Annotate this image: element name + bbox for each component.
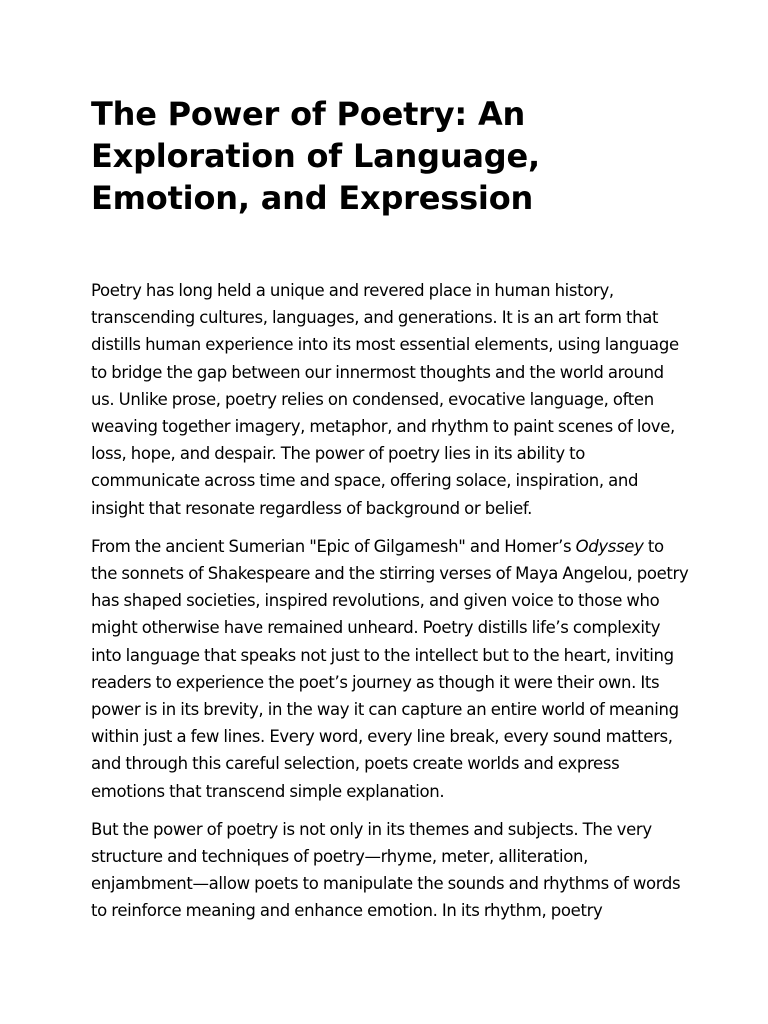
document-body: [91, 277, 691, 936]
paragraph-3: But the power of poetry is not only in its themes and subjects. The very structure and techniques of poetry—rhyme, meter, alliteration, enjambment—allow poets to manipulate the sounds and rhythms of words to reinforce meaning and enhance emotion. In its rhythm, poetry: [91, 819, 681, 921]
paragraph-2-text-start: From the ancient Sumerian "Epic of Gilgamesh" and Homer’s: [91, 536, 576, 556]
paragraph-1: Poetry has long held a unique and revered place in human history, transcending cultures, languages, and generations. It is an art form that distills human experience into its most essential elements, using language to bridge the gap between our innermost thoughts and the world around us. Unlike prose, poetry relies on condensed, evocative language, often weaving together imagery, metaphor, and rhythm to paint scenes of love, loss, hope, and despair. The power of poetry lies in its ability to communicate across time and space, offering solace, inspiration, and insight that resonate regardless of background or belief.: [91, 281, 679, 518]
paragraph-2-text-end: to the sonnets of Shakespeare and the stirring verses of Maya Angelou, poetry has shaped societies, inspired revolutions, and given voice to those who might otherwise have remained unheard. Poetry distills life’s complexity into language that speaks not just to the intellect but to the heart, inviting readers to experience the poet’s journey as though it were their own. Its power is in its brevity, in the way it can capture an entire world of meaning within just a few lines. Every word, every line break, every sound matters, and through this careful selection, poets create worlds and express emotions that transcend simple explanation.: [91, 536, 689, 801]
document-title: The Power of Poetry: An Exploration of Language, Emotion, and Expression: [91, 95, 540, 217]
paragraph-2: [91, 533, 691, 805]
odyssey-title-italic: Odyssey: [575, 536, 644, 556]
